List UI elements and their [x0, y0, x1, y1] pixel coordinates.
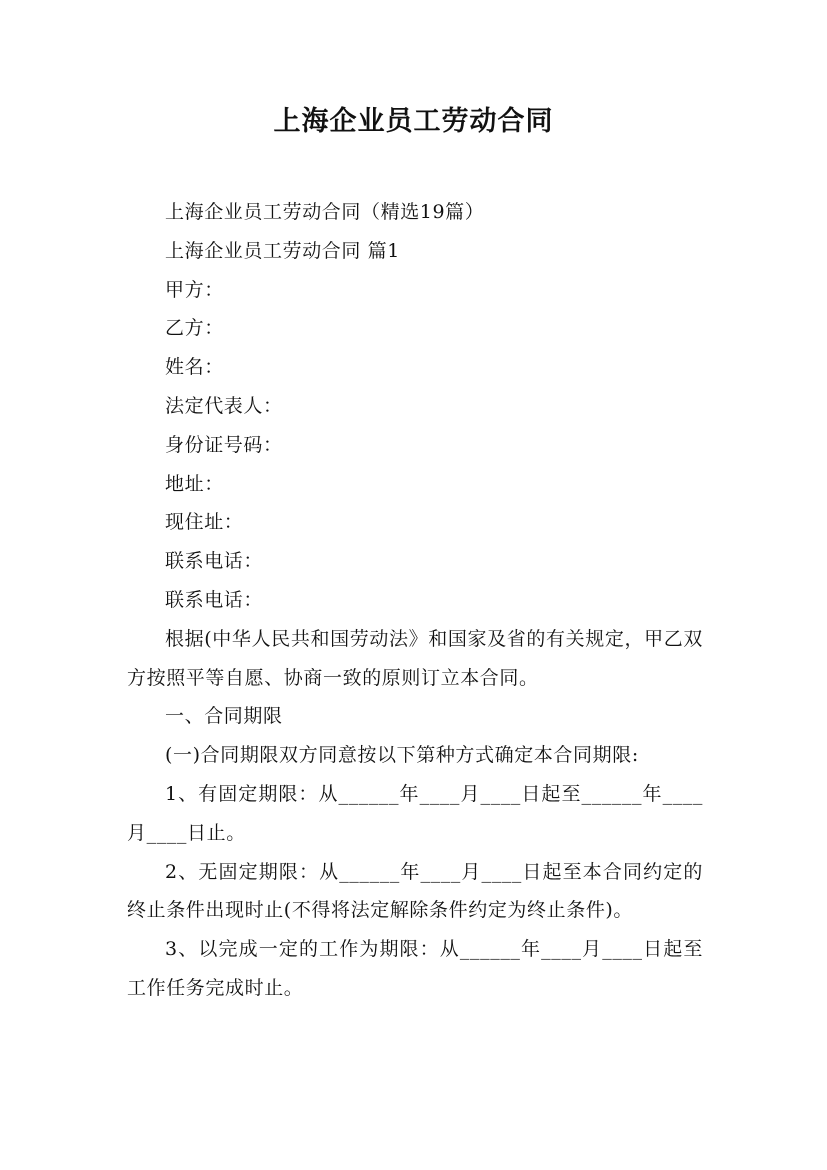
heading-contract-term: 一、合同期限 [165, 705, 283, 728]
paragraph-fixed-term: 1、有固定期限：从______年____月____日起至______年____月____日止。 [127, 782, 703, 844]
document-body [127, 193, 703, 1008]
field-party-b: 乙方： [165, 317, 224, 340]
paragraph-preamble: 根据(中华人民共和国劳动法》和国家及省的有关规定，甲乙双方按照平等自愿、协商一致的原则订立本合同。 [127, 627, 703, 689]
paragraph-term-intro: (一)合同期限双方同意按以下第种方式确定本合同期限: [165, 744, 639, 767]
field-current-address: 现住址： [165, 511, 244, 534]
field-legal-representative: 法定代表人： [165, 394, 283, 417]
field-party-a: 甲方： [165, 278, 224, 301]
paragraph-open-term: 2、无固定期限：从______年____月____日起至本合同约定的终止条件出现时止(不得将法定解除条件约定为终止条件)。 [127, 860, 703, 922]
field-name: 姓名： [165, 356, 224, 379]
paragraph-subtitle: 上海企业员工劳动合同（精选19篇） [165, 201, 485, 223]
paragraph-section-heading: 上海企业员工劳动合同 篇1 [165, 239, 400, 262]
document-title: 上海企业员工劳动合同 [273, 106, 554, 137]
paragraph-task-term: 3、以完成一定的工作为期限：从______年____月____日起至工作任务完成时止。 [127, 938, 703, 999]
field-id-number: 身份证号码： [165, 433, 283, 456]
field-address: 地址： [165, 472, 224, 495]
field-phone-2: 联系电话： [165, 588, 264, 611]
field-phone-1: 联系电话： [165, 550, 264, 573]
